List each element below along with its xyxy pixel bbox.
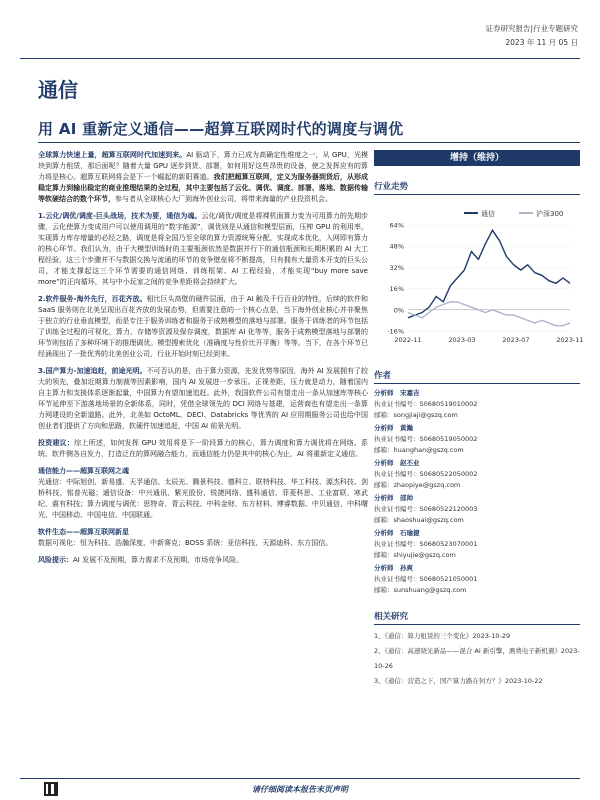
analyst-email[interactable]: 邮箱：huanghan@gszq.com <box>374 446 464 454</box>
target-group-1-equipment: 通信设备：中兴通讯、紫光股份、锐捷网络、盛科通信、菲菱科思、工业富联、寒武纪、震有科技； <box>38 489 368 508</box>
summary-lead: 全球算力快速上量，超算互联网时代加速到来。 <box>38 151 187 159</box>
point-2 <box>38 294 368 360</box>
related-report-link[interactable]: 3、《通信：营造之下，国产算力路在何方？》2023-10-22 <box>374 677 543 685</box>
related-list <box>374 629 580 689</box>
analyst-name: 孙爽 <box>393 564 413 572</box>
target-group-2-visualization: 数据可视化：恒为科技、浩瀚深度、中新赛克； <box>38 539 185 547</box>
target-group-1-scheduling: 算力调度与调优：思特奇、青云科技、中科金财、东方材料、博睿数据、中贝通信、中科曙光、中国移动、中国电信、中国联通。 <box>38 500 369 519</box>
target-group-1-head: 通信能力——超算互联网之魂 <box>38 467 129 475</box>
report-category: 证券研究报告|行业专题研究 <box>485 24 578 33</box>
header-divider <box>20 58 580 59</box>
y-tick-label: 48% <box>389 242 404 251</box>
analyst-license: 执业证书编号：S0680521050001 <box>374 575 478 583</box>
point-1-lead: 1.云化/调优/调度-巨头战场，技术为要，通信为魂。 <box>38 212 202 220</box>
investment-advice-lead: 投资建议： <box>38 439 75 447</box>
risk-text: AI 发展不及预期，算力需求不及预期，市场竞争风险。 <box>73 556 244 564</box>
analyst-role: 分析师 <box>374 494 394 502</box>
y-tick-label: 64% <box>389 221 404 230</box>
y-tick-label: -16% <box>387 327 404 336</box>
summary-text: AI 驱动下，算力已成为高确定性维度之一，从 GPU，光模块到算力租赁，那后面呢？随着大量 GPU 逐步到货、部署，如何用好这些昂贵的设备，使之发挥应有的算力将是核心。超算互联网将会是下一个崛起的新阳赛道。 <box>38 151 369 181</box>
x-tick-label: 2023-07 <box>502 336 530 344</box>
report-header <box>485 22 578 50</box>
analyst-license: 执业证书编号：S0680523070001 <box>374 540 478 548</box>
x-tick-label: 2023-11 <box>556 336 584 344</box>
point-1-text: 云化/调优/调度是将裸机面算力变为可用算力的先期步骤，云化使算力变成用户可以使用调用的“数字能源”，调优则是从通信和模型层面，压榨 GPU 的利用率，实现算力库存增量的必经之路，调度是将全国乃至全球的算力资源统筹分配，实现成本优化，入网即有算力的核心环节。我们认为，由于大模型训练时的主要瓶颈依然是数据并行下的通信瓶颈和长期积累的 AI 大工程经验，这三个步骤并不与数据交换与流通的环节的竞争壁垒将不断提高，只有拥有大量资本开支的巨头公司，才能支撑起这三个环节需要的通信网络、训练框架、AI 工程经验，才能实现“buy more save more”的正向循环，其与中小玩家之间的竞争差距将会持续扩大。 <box>38 212 368 286</box>
report-title: 用 AI 重新定义通信——超算互联网时代的调度与调优 <box>38 120 404 138</box>
title-divider <box>38 142 580 143</box>
risk-note <box>38 555 368 566</box>
analyst-name-row <box>374 563 580 574</box>
analyst-name-row <box>374 388 580 399</box>
analyst-name: 宋嘉吉 <box>393 389 420 397</box>
analyst-entry <box>374 528 580 561</box>
analyst-name-row <box>374 458 580 469</box>
related-report-link[interactable]: 2、《通信：高速晓光新品——混合 AI 新引擎，测费电子新机遇》2023-10-26 <box>374 647 580 670</box>
y-tick-label: 32% <box>389 263 404 272</box>
trend-title: 行业走势 <box>374 180 580 195</box>
analyst-name: 黄瀚 <box>393 424 413 432</box>
target-group-1-optical: 光通信：中际旭创、新易盛、天孚通信、太辰光、腾景科技、德科立、联特科技、华工科技、源杰科技、剑桥科技、铭普光磁； <box>38 478 368 497</box>
y-tick-label: 0% <box>393 306 404 315</box>
target-group-2 <box>38 527 368 549</box>
analyst-entry <box>374 458 580 491</box>
x-tick-label: 2022-11 <box>394 336 422 344</box>
legend-label: 沪深300 <box>536 210 564 218</box>
analyst-entry <box>374 493 580 526</box>
x-tick-label: 2023-03 <box>448 336 476 344</box>
target-group-1 <box>38 466 368 521</box>
analyst-name: 石瑜捷 <box>393 529 420 537</box>
analyst-list <box>374 388 580 596</box>
sidebar <box>374 150 584 689</box>
trend-chart <box>374 203 584 355</box>
analyst-email[interactable]: 邮箱：zhaopiye@gszq.com <box>374 481 461 489</box>
related-title: 相关研究 <box>374 610 580 625</box>
y-tick-label: 16% <box>389 285 404 294</box>
footer-disclaimer: 请仔细阅读本报告末页声明 <box>252 785 348 794</box>
summary-tail: 参与者从全球核心大厂到海外创业公司，将带来海量的产业投资机会。 <box>115 195 332 203</box>
analyst-email[interactable]: 邮箱：shiyujie@gszq.com <box>374 551 456 559</box>
analyst-name: 邵帅 <box>393 494 413 502</box>
analyst-license: 执业证书编号：S0680522120003 <box>374 505 478 513</box>
main-body <box>38 150 368 572</box>
analyst-role: 分析师 <box>374 424 394 432</box>
analyst-entry <box>374 423 580 456</box>
point-2-text: 相比巨头高壁的硬件层面，由于 AI 触及千行百业的特性，后续的软件和 SaaS 服务则在北美呈现出百花齐放的发展态势，但需要注意的一个核心点是，当下海外创业核心并非聚焦于独立的行业垂直模型，而是专注于服务训练者和服务于成熟模型的落地与部署。服务于训练者的环节包括了训练全过程的可视化，算力、存储等资源及保存调度，数据库 AI 化等等，服务于成熟模型落地与部署的环节则包括了多种环境下的推理调优。模型搜索优化（准确度与性价比开平衡）等等。当下，在各个环节已经涌现出了一批优秀的北美创业公司，行业开始时刻已经到来。 <box>38 295 368 358</box>
industry-label: 通信 <box>38 78 78 102</box>
analyst-name-row <box>374 423 580 434</box>
risk-lead: 风险提示： <box>38 556 73 564</box>
analyst-license: 执业证书编号：S0680519050002 <box>374 435 478 443</box>
series-line-沪深300 <box>408 302 570 326</box>
trend-chart-svg <box>374 203 584 353</box>
point-1 <box>38 211 368 288</box>
analyst-license: 执业证书编号：S0680522050002 <box>374 470 478 478</box>
point-2-lead: 2.软件服务-海外先行，百花齐放。 <box>38 295 147 303</box>
rating-badge: 增持（维持） <box>374 150 580 166</box>
analyst-role: 分析师 <box>374 389 394 397</box>
summary-bold: 我们把超算互联网，定义为服务器到货后，从形成稳定算力到输出稳定的商业推理结果的全过程，其中主要包括了云化、调优、调度、部署、落地、数据传输等软硬结合的数个环节， <box>38 173 369 203</box>
investment-advice <box>38 438 368 460</box>
point-3-lead: 3.国产算力-加速追赶，前途光明。 <box>38 367 147 375</box>
analyst-name: 赵丕业 <box>393 459 420 467</box>
analyst-role: 分析师 <box>374 529 394 537</box>
analyst-role: 分析师 <box>374 564 394 572</box>
point-3-text: 不可否认的是，由于算力资源，先发优势等原因，海外 AI 发展拥有了较大的领先，叠加近期算力制裁等因素影响，国内 AI 发展进一步承压。正视差距，压力就是动力，随着国内自主算力和支援体系逐渐起量，中国算力有望加速追赶。此外，我国软件公司有望走出一条从加速库等核心环节延伸至下游落地场景的全新体系，同时，凭借全球领先的 DCI 网络与基建，运营商也有望走出一条算力网建设的全新道路。此外，北美如 OctoML、DECI、Databricks 等优秀的 AI 应用期服务公司也给中国创业者们提供了方向和思路，软硬件加速追赶，中国 AI 前景光明。 <box>38 367 368 430</box>
analyst-entry <box>374 563 580 596</box>
page-footer <box>0 778 600 800</box>
analyst-email[interactable]: 邮箱：sunshuang@gszq.com <box>374 586 467 594</box>
target-group-2-head: 软件生态——超算互联网新星 <box>38 528 129 536</box>
analyst-name-row <box>374 528 580 539</box>
analysts-title: 作者 <box>374 369 580 384</box>
series-line-通信 <box>408 230 570 317</box>
point-3 <box>38 366 368 432</box>
report-date: 2023 年 11 月 05 日 <box>505 38 578 47</box>
analyst-entry <box>374 388 580 421</box>
target-group-2-boss: BOSS 系统：亚信科技、天源迪科、东方国信。 <box>185 539 333 547</box>
analyst-license: 执业证书编号：S0680519010002 <box>374 400 478 408</box>
legend-label: 通信 <box>481 210 495 218</box>
footer-divider <box>20 778 580 779</box>
related-report-link[interactable]: 1、《通信：算力租赁的三个变化》2023-10-29 <box>374 632 511 640</box>
analyst-email[interactable]: 邮箱：shaoshuai@gszq.com <box>374 516 464 524</box>
summary-paragraph <box>38 150 368 205</box>
analyst-role: 分析师 <box>374 459 394 467</box>
analyst-email[interactable]: 邮箱：songjiaji@gszq.com <box>374 411 458 419</box>
analyst-name-row <box>374 493 580 504</box>
investment-advice-text: 综上所述，如何发挥 GPU 效用将是下一阶段算力的核心，算力调度和算力调优将在网络、系统、软件侧各自发力，打造泛在的算网融合能力，而通信能力仍是其中的核心为止，AI 将重新定义通信。 <box>38 439 369 458</box>
